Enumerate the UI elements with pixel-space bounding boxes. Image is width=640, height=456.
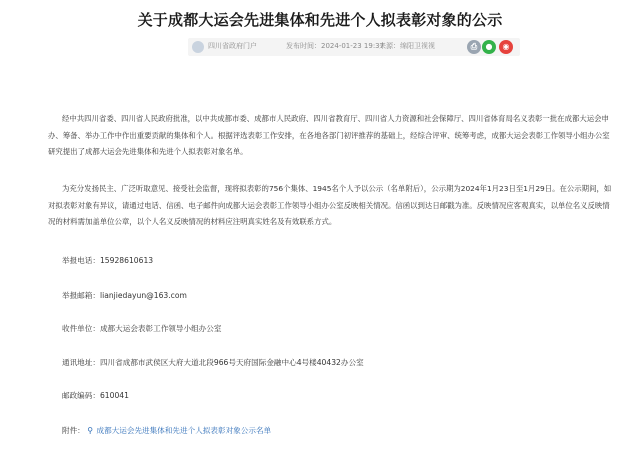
paperclip-icon: ⚲: [87, 426, 94, 435]
report-email: 举报邮箱：lianjiedayun@163.com: [62, 291, 187, 300]
attachment-row: [62, 425, 271, 436]
attachment-label: 附件：: [62, 426, 85, 435]
article-source: 来源：绵阳卫视视: [379, 42, 435, 50]
body-paragraph-2: 为充分发扬民主、广泛听取意见、接受社会监督，现将拟表彰的756个集体、1945名个人予以公示（名单附后），公示期为2024年1月23日至1月29日。在公示期间，如对拟表彰对象有异议，请通过电话、信函、电子邮件向成都大运会表彰工作领导小组办公室反映相关情况。信函以到达日邮戳为准。反映情况应客观真实，以单位名义反映情况的材料需加盖单位公章，以个人名义反映情况的材料应注明真实姓名及有效联系方式。: [48, 184, 612, 226]
report-phone: 举报电话：15928610613: [62, 256, 154, 265]
postal-code: 邮政编码：610041: [62, 391, 129, 400]
mailing-address: 通讯地址：四川省成都市武侯区大府大道北段966号天府国际金融中心4号楼40432办公室: [62, 358, 364, 367]
print-button[interactable]: [467, 40, 481, 54]
attachment-link[interactable]: 成都大运会先进集体和先进个人拟表彰对象公示名单: [96, 426, 272, 435]
weibo-share-button[interactable]: [499, 40, 513, 54]
weibo-icon: ◉: [502, 42, 510, 51]
print-icon: ⎙: [470, 42, 478, 51]
wechat-icon: ●: [485, 42, 493, 51]
recipient-unit: 收件单位：成都大运会表彰工作领导小组办公室: [62, 324, 222, 333]
wechat-share-button[interactable]: [482, 40, 496, 54]
body-paragraph-1: 经中共四川省委、四川省人民政府批准，以中共成都市委、成都市人民政府、四川省教育厅、四川省人力资源和社会保障厅、四川省体育局名义表彰一批在成都大运会申办、筹备、举办工作中作出重要贡献的集体和个人。根据评选表彰工作安排，在各地各部门初评推荐的基础上，经综合评审、统筹考虑，成都大运会表彰工作领导小组办公室研究提出了成都大运会先进集体和先进个人拟表彰对象名单。: [48, 114, 610, 156]
publish-time: 发布时间：2024-01-23 19:37: [286, 42, 385, 50]
site-logo-icon: [192, 41, 204, 53]
page-title: 关于成都大运会先进集体和先进个人拟表彰对象的公示: [137, 11, 503, 29]
source-site: 四川省政府门户: [208, 42, 257, 50]
